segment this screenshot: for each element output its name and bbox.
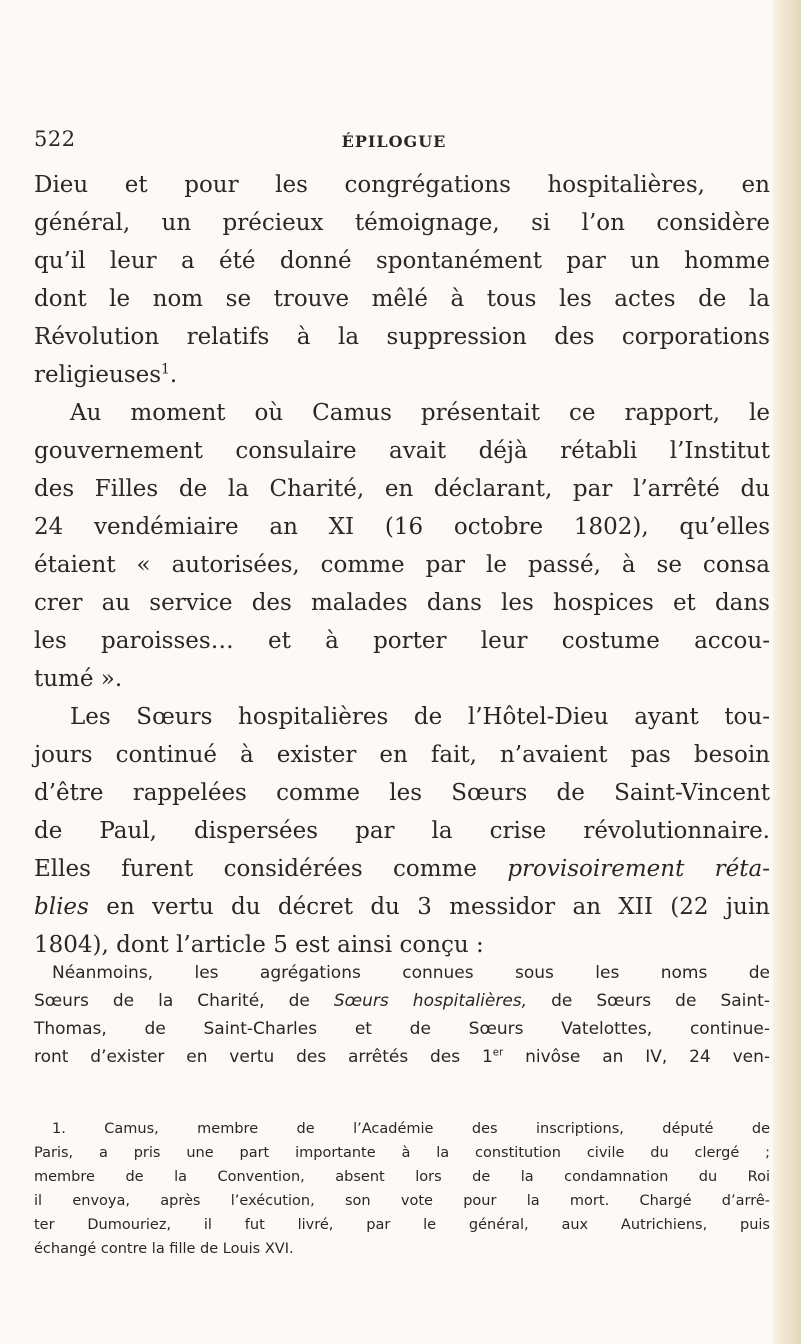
text-line: gouvernement consulaire avait déjà rétabli l’Institut <box>34 438 770 464</box>
text-line <box>34 356 770 394</box>
page-edge <box>773 0 801 1344</box>
footnote-line: il envoya, après l’exécution, son vote pour la mort. Chargé d’arrê- <box>34 1193 770 1209</box>
running-title: ÉPILOGUE <box>341 132 447 151</box>
text-fragment: nivôse an IV, 24 ven- <box>525 1047 770 1067</box>
block-quote <box>34 959 770 1071</box>
footnote-reference[interactable]: 1 <box>161 361 170 378</box>
footnote-line: Paris, a pris une part importante à la constitution civile du clergé ; <box>34 1145 770 1161</box>
text-line: Les Sœurs hospitalières de l’Hôtel-Dieu ayant tou- <box>70 704 770 730</box>
superscript: er <box>492 1047 504 1059</box>
text-fragment: . <box>169 362 178 388</box>
quote-line: Thomas, de Saint-Charles et de Sœurs Vatelottes, continue- <box>34 1019 770 1039</box>
italic-text: provisoirement réta- <box>507 856 771 882</box>
text-line: les paroisses… et à porter leur costume accou- <box>34 628 770 654</box>
text-line: qu’il leur a été donné spontanément par un homme <box>34 248 770 274</box>
text-line: d’être rappelées comme les Sœurs de Saint-Vincent <box>34 780 770 806</box>
italic-text: Sœurs hospitalières, <box>333 991 528 1011</box>
italic-text: blies <box>34 894 89 920</box>
text-line: crer au service des malades dans les hospices et dans <box>34 590 770 616</box>
text-line: Révolution relatifs à la suppression des corporations <box>34 324 770 350</box>
text-line: de Paul, dispersées par la crise révolutionnaire. <box>34 818 770 844</box>
footnote-line: membre de la Convention, absent lors de la condamnation du Roi <box>34 1169 770 1185</box>
text-line: jours continué à exister en fait, n’avaient pas besoin <box>34 742 770 768</box>
footnote-line: échangé contre la fille de Louis XVI. <box>34 1241 294 1257</box>
text-fragment: en vertu du décret du 3 messidor an XII (22 juin <box>106 894 770 920</box>
footnote-line: 1. Camus, membre de l’Académie des inscriptions, député de <box>52 1121 770 1137</box>
text-line <box>34 888 770 926</box>
text-fragment: religieuses <box>34 362 162 388</box>
text-line: 24 vendémiaire an XI (16 octobre 1802), qu’elles <box>34 514 770 540</box>
footnote-line: ter Dumouriez, il fut livré, par le général, aux Autrichiens, puis <box>34 1217 770 1233</box>
quote-line <box>34 987 770 1015</box>
text-line: Au moment où Camus présentait ce rapport, le <box>70 400 770 426</box>
text-line: tumé ». <box>34 666 123 692</box>
text-fragment: ront d’exister en vertu des arrêtés des 1 <box>34 1047 493 1067</box>
text-line: Dieu et pour les congrégations hospitalières, en <box>34 172 770 198</box>
footnote <box>34 1117 770 1261</box>
text-line <box>34 850 770 888</box>
text-line: dont le nom se trouve mêlé à tous les actes de la <box>34 286 770 312</box>
text-line: étaient « autorisées, comme par le passé, à se consa <box>34 552 770 578</box>
text-fragment: Elles furent considérées comme <box>34 856 477 882</box>
text-fragment: Sœurs de la Charité, de <box>34 991 310 1011</box>
text-line: général, un précieux témoignage, si l’on considère <box>34 210 770 236</box>
body-text <box>34 166 770 964</box>
quote-line: Néanmoins, les agrégations connues sous les noms de <box>52 963 770 983</box>
quote-line <box>34 1043 770 1071</box>
page-number: 522 <box>34 127 76 151</box>
text-line: 1804), dont l’article 5 est ainsi conçu : <box>34 932 484 958</box>
text-line: des Filles de la Charité, en déclarant, par l’arrêté du <box>34 476 770 502</box>
text-fragment: de Sœurs de Saint- <box>551 991 770 1011</box>
